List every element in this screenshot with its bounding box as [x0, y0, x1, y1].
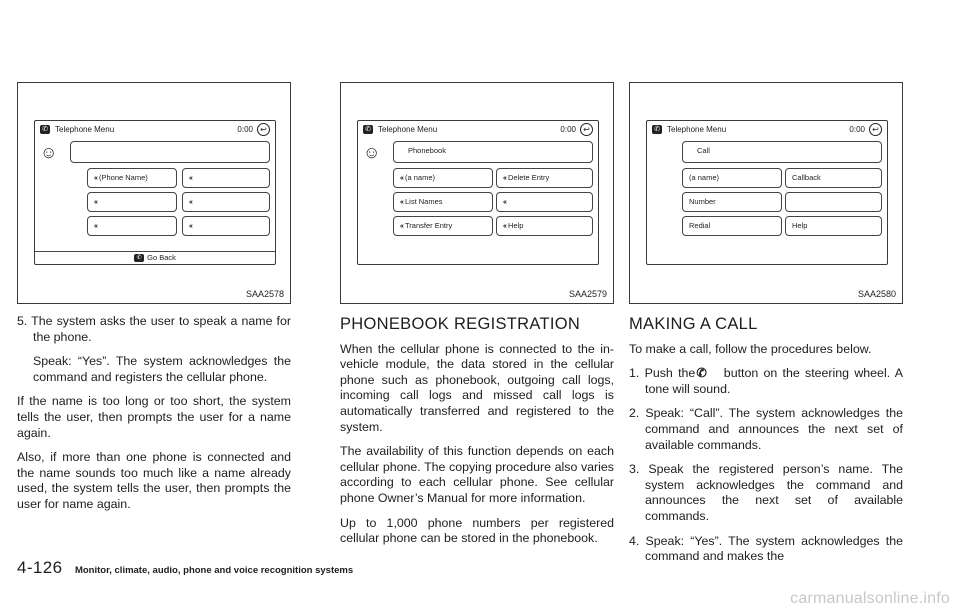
button-label: Delete Entry	[508, 173, 550, 182]
empty-button[interactable]	[496, 192, 593, 212]
screen	[34, 120, 276, 265]
voice-icon: ‹‹	[400, 173, 403, 182]
list-names-button[interactable]	[393, 192, 493, 212]
phone-name-button[interactable]	[87, 168, 177, 188]
step-1	[629, 366, 903, 397]
button-label: Number	[689, 197, 716, 206]
step-2: 2. Speak: “Call”. The system acknowledges the command and announces the next set of available commands.	[629, 406, 903, 452]
screen	[646, 120, 888, 265]
speaker-voice-icon: ☺	[40, 143, 58, 162]
button-label: List Names	[405, 197, 443, 206]
paragraph-2: The availability of this function depends on each cellular phone. The copying procedure also varies according to each cellular phone. See cellular phone Owner’s Manual for more information.	[340, 444, 614, 505]
voice-icon: ‹‹	[189, 197, 192, 206]
empty-button[interactable]	[785, 192, 882, 212]
number-button[interactable]	[682, 192, 782, 212]
page-number: 4-126	[17, 558, 63, 577]
a-name-button[interactable]	[393, 168, 493, 188]
steering-phone-icon: ✆	[696, 366, 707, 381]
screen-title: Telephone Menu	[55, 125, 115, 134]
empty-button[interactable]	[182, 192, 270, 212]
button-label: Help	[508, 221, 524, 230]
figure-phonebook	[340, 82, 614, 304]
field-label: Phonebook	[408, 146, 446, 155]
step-3: 3. Speak the registered person’s name. The system acknowledges the command and announces the next set of available commands.	[629, 462, 903, 523]
button-label: Help	[792, 221, 808, 230]
help-button[interactable]	[496, 216, 593, 236]
step-1-suffix: button on the steering wheel. A tone will sound.	[645, 366, 903, 396]
empty-button[interactable]	[182, 216, 270, 236]
figure-label: SAA2578	[245, 289, 284, 299]
button-label: (a name)	[405, 173, 436, 182]
intro: To make a call, follow the procedures below.	[629, 341, 872, 356]
screen-time: 0:00	[560, 125, 576, 134]
empty-button[interactable]	[87, 216, 177, 236]
phone-icon: ✆	[652, 125, 662, 134]
go-back-label: Go Back	[147, 253, 176, 262]
section-title: Monitor, climate, audio, phone and voice recognition systems	[74, 565, 354, 576]
voice-icon: ‹‹	[189, 221, 192, 230]
back-icon[interactable]: ↩	[580, 123, 593, 136]
figure-label: SAA2579	[568, 289, 607, 299]
call-field[interactable]	[682, 141, 882, 163]
step-1-prefix: 1. Push the	[629, 366, 696, 381]
button-label: (a name)	[689, 173, 720, 182]
go-back-button[interactable]	[35, 251, 275, 264]
voice-icon: ‹‹	[400, 197, 403, 206]
screen-time: 0:00	[237, 125, 253, 134]
paragraph-2: Also, if more than one phone is connected and the name sounds too much like a name already used, the system tells the user, then prompts the user for name again.	[17, 450, 291, 511]
field-label: Call	[697, 146, 710, 155]
paragraph-1: When the cellular phone is connected to the in-vehicle module, the data stored in the cellular phone such as phonebook, outgoing call logs, incoming call logs and missed call logs is automatically transferred and registered to the system.	[340, 341, 614, 434]
button-label: (Phone Name)	[99, 173, 148, 182]
voice-icon: ‹‹	[94, 197, 97, 206]
empty-button[interactable]	[182, 168, 270, 188]
button-label: Redial	[689, 221, 711, 230]
voice-icon: ‹‹	[400, 221, 403, 230]
voice-icon: ‹‹	[189, 173, 192, 182]
screen-time: 0:00	[849, 125, 865, 134]
empty-button[interactable]	[87, 192, 177, 212]
figure-phone-name	[17, 82, 291, 304]
phone-icon: ✆	[363, 125, 373, 134]
column-2-text	[340, 314, 614, 556]
a-name-button[interactable]	[682, 168, 782, 188]
screen-title: Telephone Menu	[378, 125, 438, 134]
voice-icon: ‹‹	[503, 197, 506, 206]
voice-icon: ‹‹	[503, 173, 506, 182]
help-button[interactable]	[785, 216, 882, 236]
screen-header	[358, 121, 598, 139]
transfer-entry-button[interactable]	[393, 216, 493, 236]
back-icon[interactable]: ↩	[257, 123, 270, 136]
figure-call	[629, 82, 903, 304]
phonebook-field[interactable]	[393, 141, 593, 163]
screen-header	[647, 121, 887, 139]
screen-title: Telephone Menu	[667, 125, 727, 134]
button-label: Transfer Entry	[405, 221, 453, 230]
step-5: 5. The system asks the user to speak a name for the phone.	[17, 314, 291, 344]
back-icon[interactable]: ↩	[869, 123, 882, 136]
screen-header	[35, 121, 275, 139]
speaker-voice-icon: ☺	[363, 143, 381, 162]
step-4: 4. Speak: “Yes”. The system acknowledges the command and makes the	[629, 533, 903, 564]
paragraph-1: If the name is too long or too short, the system tells the user, then prompts the user for a name again.	[17, 394, 291, 440]
screen	[357, 120, 599, 265]
speak-yes: Speak: “Yes”. The system acknowledges the command and registers the cellular phone.	[33, 354, 291, 384]
callback-button[interactable]	[785, 168, 882, 188]
column-1-text	[17, 314, 291, 522]
page-footer	[17, 558, 353, 578]
voice-icon: ‹‹	[94, 221, 97, 230]
voice-icon: ‹‹	[94, 173, 97, 182]
phonebook-heading: PHONEBOOK REGISTRATION	[340, 315, 581, 333]
watermark: carmanualsonline.info	[790, 590, 950, 607]
phone-icon: ✆	[40, 125, 50, 134]
voice-icon: ‹‹	[503, 221, 506, 230]
paragraph-3: Up to 1,000 phone numbers per registered cellular phone can be stored in the phonebook.	[340, 515, 614, 546]
column-3-text	[629, 314, 903, 574]
redial-button[interactable]	[682, 216, 782, 236]
button-label: Callback	[792, 173, 821, 182]
delete-entry-button[interactable]	[496, 168, 593, 188]
figure-label: SAA2580	[857, 289, 896, 299]
hangup-icon: ✆	[134, 254, 144, 262]
making-call-heading: MAKING A CALL	[629, 315, 758, 333]
voice-input-field[interactable]	[70, 141, 270, 163]
